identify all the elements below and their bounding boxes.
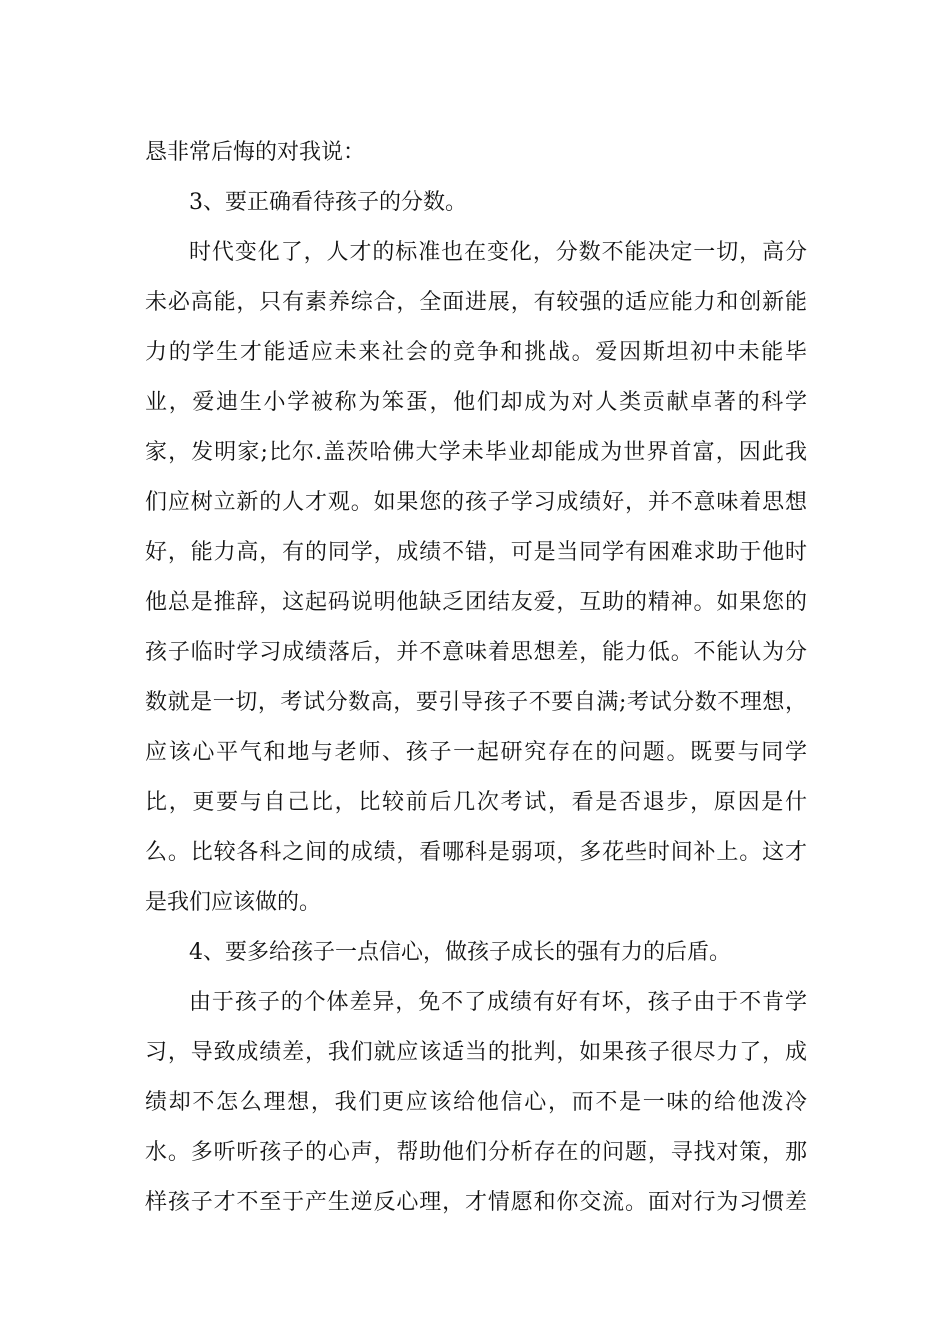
text-line-1: 恳非常后悔的对我说： xyxy=(145,140,366,165)
text-line-12: 数就是一切，考试分数高，要引导孩子不要自满;考试分数不理想， xyxy=(145,690,807,715)
text-line-21: 水。多听听孩子的心声，帮助他们分析存在的问题，寻找对策，那 xyxy=(145,1140,807,1165)
text-line-11: 孩子临时学习成绩落后，并不意味着思想差，能力低。不能认为分 xyxy=(145,640,807,665)
text-line-22: 样孩子才不至于产生逆反心理，才情愿和你交流。面对行为习惯差 xyxy=(145,1190,807,1215)
text-line-18: 由于孩子的个体差异，免不了成绩有好有坏，孩子由于不肯学 xyxy=(189,990,807,1015)
text-line-10: 他总是推辞，这起码说明他缺乏团结友爱，互助的精神。如果您的 xyxy=(145,590,807,615)
text-line-13: 应该心平气和地与老师、孩子一起研究存在的问题。既要与同学 xyxy=(145,740,807,765)
text-line-15: 么。比较各科之间的成绩，看哪科是弱项，多花些时间补上。这才 xyxy=(145,840,807,865)
text-line-4: 未必高能，只有素养综合，全面进展，有较强的适应能力和创新能 xyxy=(145,290,807,315)
text-line-3: 时代变化了，人才的标准也在变化，分数不能决定一切，高分 xyxy=(189,240,807,265)
text-line-14: 比，更要与自己比，比较前后几次考试，看是否退步，原因是什 xyxy=(145,790,807,815)
text-line-6: 业，爱迪生小学被称为笨蛋，他们却成为对人类贡献卓著的科学 xyxy=(145,390,807,415)
text-line-7: 家，发明家;比尔.盖茨哈佛大学未毕业却能成为世界首富，因此我 xyxy=(145,440,807,465)
text-line-5: 力的学生才能适应未来社会的竞争和挑战。爱因斯坦初中未能毕 xyxy=(145,340,807,365)
text-line-20: 绩却不怎么理想，我们更应该给他信心，而不是一味的给他泼冷 xyxy=(145,1090,807,1115)
section-heading-3: 3、要正确看待孩子的分数。 xyxy=(189,190,467,215)
document-body xyxy=(145,128,807,1228)
text-line-9: 好，能力高，有的同学，成绩不错，可是当同学有困难求助于他时 xyxy=(145,540,807,565)
section-heading-4: 4、要多给孩子一点信心，做孩子成长的强有力的后盾。 xyxy=(189,940,731,965)
text-line-8: 们应树立新的人才观。如果您的孩子学习成绩好，并不意味着思想 xyxy=(145,490,807,515)
text-line-16: 是我们应该做的。 xyxy=(145,890,322,915)
text-line-19: 习，导致成绩差，我们就应该适当的批判，如果孩子很尽力了，成 xyxy=(145,1040,807,1065)
